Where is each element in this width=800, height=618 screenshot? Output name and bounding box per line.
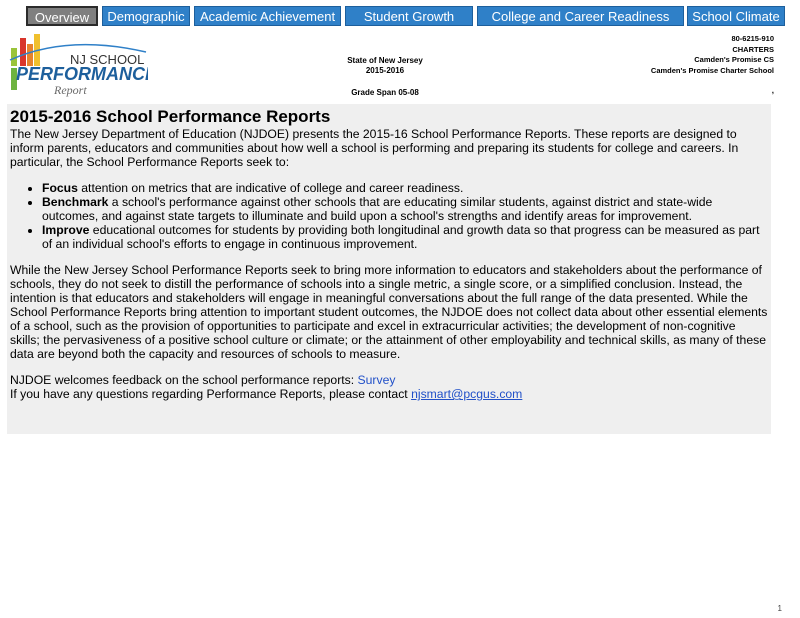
bullet-text: a school's performance against other schools that are educating similar students, against district and state-wide outcomes, and against state targets to illuminate and build upon a school's strengths and identify areas for improvement. — [42, 195, 713, 223]
feedback-text: NJDOE welcomes feedback on the school performance reports: — [10, 373, 358, 387]
contact-line — [10, 387, 768, 401]
header-mark: , — [771, 86, 774, 95]
tab-overview[interactable]: Overview — [26, 6, 98, 26]
limitations-paragraph: While the New Jersey School Performance Reports seek to bring more information to educators and stakeholders about the performance of schools, they do not seek to distill the performance of schools into a single metric, a single score, or a simplified conclusion. Instead, the intention is that educators and stakeholders will engage in meaningful conversations about the full range of the data presented. While the School Performance Reports bring attention to important student outcomes, the NJDOE does not collect data about other essential elements of a school, such as the provision of opportunities to participate and excel in extracurricular activities; the development of non-cognitive skills; the pervasiveness of a positive school culture or climate; or the attainment of other employability and technical skills, as many of these data are beyond both the capacity and resources of schools to measure. — [10, 263, 768, 361]
tab-student-growth[interactable]: Student Growth — [345, 6, 473, 26]
list-item — [42, 181, 768, 195]
goals-list — [10, 181, 768, 251]
bullet-keyword: Improve — [42, 223, 90, 237]
bullet-keyword: Focus — [42, 181, 78, 195]
school-code: 80-6215-910 — [731, 34, 774, 43]
tab-demographic[interactable]: Demographic — [102, 6, 190, 26]
bullet-text: attention on metrics that are indicative of college and career readiness. — [77, 181, 464, 195]
school-info — [650, 34, 774, 95]
grade-span-label: Grade Span 05-08 — [351, 88, 419, 97]
logo-line1: NJ SCHOOL — [70, 52, 145, 67]
logo-line3: Report — [54, 83, 87, 97]
list-item — [42, 223, 768, 251]
page-title: 2015-2016 School Performance Reports — [10, 107, 331, 126]
tab-college-career-readiness[interactable]: College and Career Readiness — [477, 6, 684, 26]
contact-email-link[interactable]: njsmart@pcgus.com — [411, 387, 523, 401]
tab-school-climate[interactable]: School Climate — [687, 6, 785, 26]
list-item — [42, 195, 768, 223]
survey-link[interactable]: Survey — [357, 373, 396, 387]
district-name: CHARTERS — [732, 44, 774, 54]
logo-line2: PERFORMANCE — [16, 64, 148, 84]
page-number: 1 — [777, 604, 782, 613]
bullet-keyword: Benchmark — [42, 195, 109, 209]
feedback-line — [10, 373, 768, 387]
report-header-center — [330, 56, 440, 76]
intro-paragraph: The New Jersey Department of Education (NJDOE) presents the 2015-16 School Performance Reports. These reports are designed to inform parents, educators and communities about how well a school is performing and preparing its students for college and careers. In particular, the School Performance Reports seek to: — [10, 127, 739, 169]
state-label: State of New Jersey — [347, 56, 423, 65]
nj-school-performance-logo — [8, 30, 148, 98]
school-short-name: Camden's Promise CS — [694, 55, 774, 64]
spacer — [10, 361, 768, 373]
overview-panel — [7, 104, 771, 434]
logo-graphic — [8, 30, 148, 98]
year-label: 2015-2016 — [365, 66, 405, 75]
school-full-name: Camden's Promise Charter School — [650, 65, 774, 75]
contact-text: If you have any questions regarding Performance Reports, please contact — [10, 387, 412, 401]
bullet-text: educational outcomes for students by providing both longitudinal and growth data so that progress can be measured as part of an individual school's efforts to engage in continuous improvement. — [42, 223, 760, 251]
tab-academic-achievement[interactable]: Academic Achievement — [194, 6, 341, 26]
